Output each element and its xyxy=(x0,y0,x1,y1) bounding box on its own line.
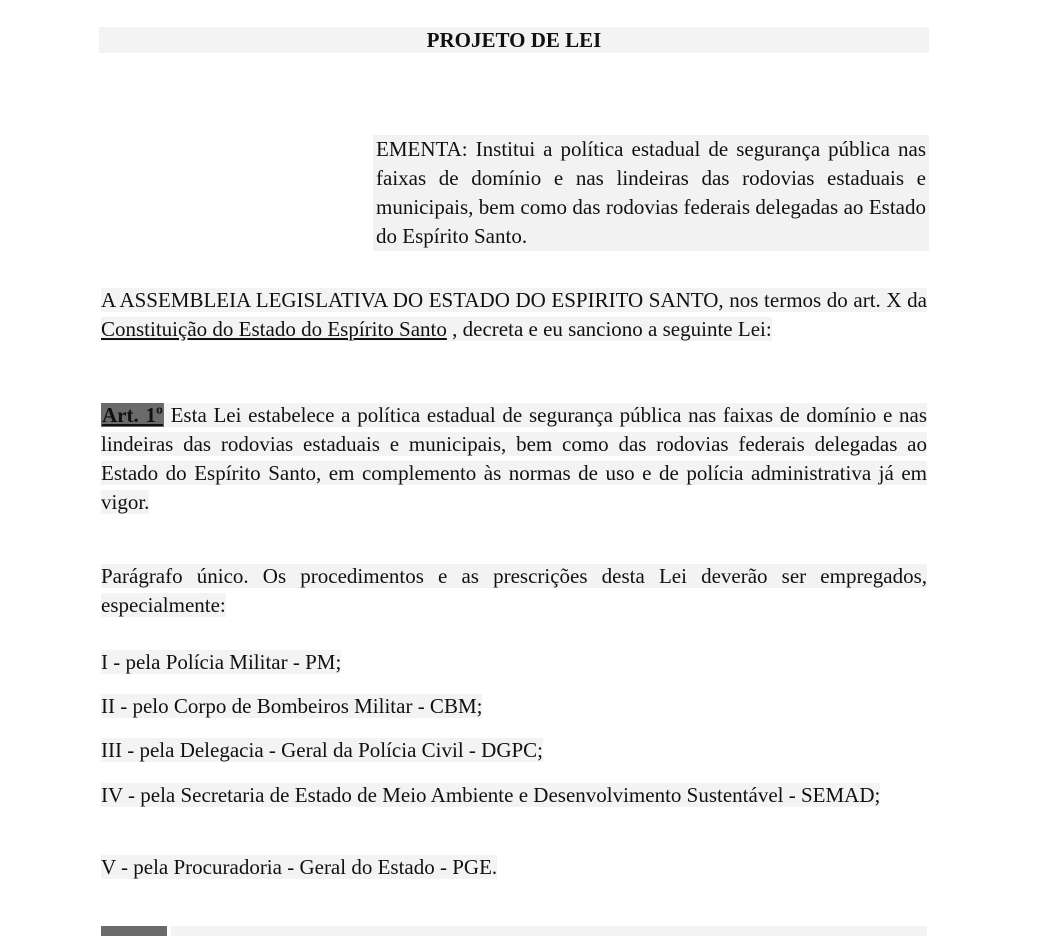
preamble-text-end: , decreta e eu sanciono a seguinte Lei: xyxy=(446,317,772,341)
inciso-text: IV - pela Secretaria de Estado de Meio Ambiente e Desenvolvimento Sustentável - SEMAD; xyxy=(101,783,881,807)
inciso-item xyxy=(101,692,927,721)
inciso-item xyxy=(101,853,927,882)
document-title: PROJETO DE LEI xyxy=(99,27,929,53)
inciso-text: I - pela Polícia Militar - PM; xyxy=(101,650,342,674)
cut-off-article-label xyxy=(101,926,167,936)
paragrafo-unico-text: Parágrafo único. Os procedimentos e as prescrições desta Lei deverão ser empregados, especialmente: xyxy=(101,564,927,617)
article-1 xyxy=(101,401,927,517)
inciso-text: II - pelo Corpo de Bombeiros Militar - CBM; xyxy=(101,694,483,718)
inciso-text: III - pela Delegacia - Geral da Polícia Civil - DGPC; xyxy=(101,738,544,762)
inciso-item xyxy=(101,736,927,765)
ementa-text: EMENTA: Institui a política estadual de segurança pública nas faixas de domínio e nas lindeiras das rodovias estaduais e municipais, bem como das rodovias federais delegadas ao Estado do Espírito Santo. xyxy=(373,135,929,251)
preamble-text-start: A ASSEMBLEIA LEGISLATIVA DO ESTADO DO ESPIRITO SANTO, nos termos do art. X da xyxy=(101,288,927,312)
constitution-link[interactable]: Constituição do Estado do Espírito Santo xyxy=(101,317,447,341)
paragrafo-unico xyxy=(101,562,927,620)
article-1-label: Art. 1º xyxy=(102,403,163,427)
inciso-text: V - pela Procuradoria - Geral do Estado - PGE. xyxy=(101,855,498,879)
inciso-item xyxy=(101,781,927,810)
cut-off-next-article xyxy=(101,924,927,936)
inciso-item xyxy=(101,648,927,677)
preamble xyxy=(101,286,927,344)
cut-off-article-text xyxy=(171,926,927,936)
article-1-text: Esta Lei estabelece a política estadual de segurança pública nas faixas de domínio e nas lindeiras das rodovias estaduais e municipais, bem como das rodovias federais delegadas ao Estado do Espírito Santo, em complemento às normas de uso e de polícia administrativa já em vigor. xyxy=(101,403,927,514)
